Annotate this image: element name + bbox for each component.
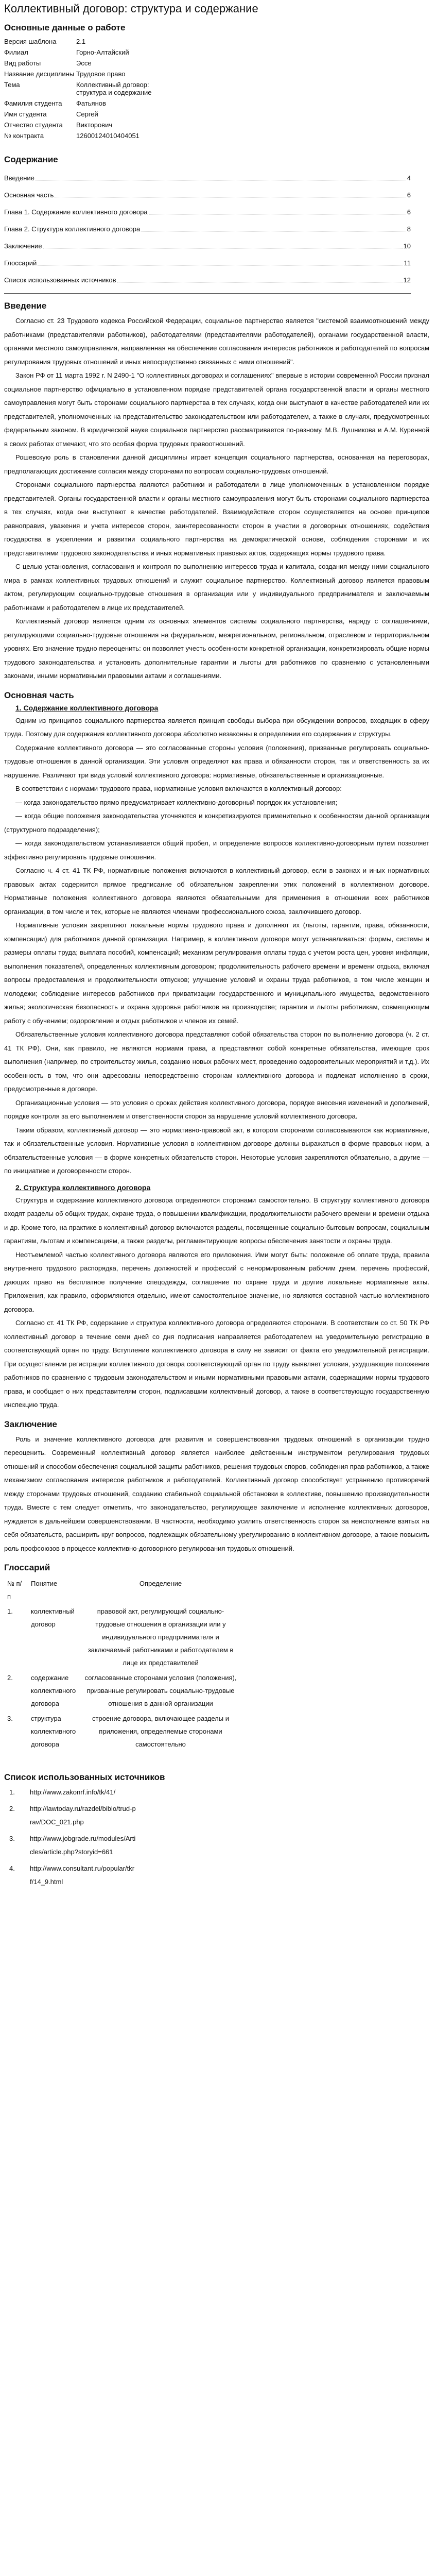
- source-link[interactable]: http://lawtoday.ru/razdel/biblo/trud-prav/DOC_021.php: [30, 1805, 136, 1826]
- meta-value: Трудовое право: [76, 70, 126, 78]
- paragraph: Коллективный договор является одним из основных элементов системы социального партнерства, наряду с соглашениями, регулирующими социально-трудовые отношения на федеральном, межрегиональном, региональном, отраслевом и территориальном уровнях. Его значение трудно переоценить: он позволяет учесть особенности конкретной организации, конкретизировать общие нормы трудового законодательства и установить дополнительные гарантии и льготы для работников по сравнению с установленными законами, иными нормативными правовыми актами и соглашениями.: [4, 617, 429, 680]
- meta-heading: Основные данные о работе: [4, 23, 126, 32]
- source-link[interactable]: http://www.consultant.ru/popular/tkrf/14_9.html: [30, 1865, 135, 1886]
- meta-key: Отчество студента: [4, 121, 63, 129]
- toc-item-page: 10: [403, 242, 411, 250]
- document-title: Коллективный договор: структура и содержание: [4, 2, 258, 15]
- toc-item[interactable]: [4, 174, 411, 182]
- source-link[interactable]: http://www.jobgrade.ru/modules/Articles/article.php?storyid=661: [30, 1835, 136, 1856]
- meta-row: [4, 130, 169, 141]
- chapter-1-heading: 1. Содержание коллективного договора: [15, 703, 159, 712]
- source-number: 1.: [9, 1788, 15, 1796]
- source-item: [4, 1786, 432, 1799]
- paragraph: Таким образом, коллективный договор — это нормативно-правовой акт, в котором сторонами согласовываются как нормативные, так и обязательственные условия. Нормативные условия в коллективном договоре должны выражаться в форме правовых норм, а обязательственные условия — в форме конкретных обязательств сторон. Некоторые условия закрепляются обязательно, а другие — по инициативе и договоренности сторон.: [4, 1126, 429, 1175]
- paragraph: Обязательственные условия коллективного договора представляют собой обязательства сторон по выполнению договора (ч. 2 ст. 41 ТК РФ). Они, как правило, не являются нормами права, а представляют собой конкретные обязательства, имеющие срок выполнения (например, по строительству жилья, созданию новых рабочих мест, проведению оздоровительных мероприятий и т.д.). Их особенность в том, что они адресованы непосредственно сторонам коллективного договора и подлежат исполнению в сроки, предусмотренные в договоре.: [4, 1030, 429, 1093]
- glossary-col-number: № п/п: [7, 1580, 22, 1600]
- table-of-contents: [4, 174, 411, 284]
- meta-value: Эссе: [76, 59, 92, 67]
- source-link[interactable]: http://www.zakonrf.info/tk/41/: [30, 1788, 116, 1796]
- toc-item[interactable]: [4, 191, 411, 199]
- glossary-number: 3.: [7, 1715, 13, 1722]
- glossary-number: 1.: [7, 1607, 13, 1615]
- meta-value: 2.1: [76, 38, 86, 45]
- glossary-concept: структура коллективного договора: [31, 1715, 76, 1748]
- meta-key: Имя студента: [4, 110, 47, 118]
- sources-list: [4, 1786, 432, 1889]
- paragraph: Согласно ст. 41 ТК РФ, содержание и структура коллективного договора определяются сторонами. В соответствии со ст. 50 ТК РФ коллективный договор в течение семи дней со дня подписания направляется работодателем на уведомительную регистрацию в соответствующий орган по труду. Вступление коллективного договора в силу не зависит от факта его уведомительной регистрации. При осуществлении регистрации коллективного договора соответствующий орган по труду выявляет условия, ухудшающие положение работников по сравнению с трудовым законодательством и иными нормативными правовыми актами, содержащими нормы трудового права, и сообщает о них представителям сторон, подписавшим коллективный договор, а также в соответствующую государственную инспекцию труда.: [4, 1319, 429, 1409]
- conclusion-heading: Заключение: [4, 1419, 57, 1429]
- toc-item-page: 11: [404, 259, 411, 267]
- paragraph: Согласно ст. 23 Трудового кодекса Российской Федерации, социальное партнерство является "системой взаимоотношений между работниками (представителями работников), работодателями (представителями работодателей), органами государственной власти, органами местного самоуправления, направленная на обеспечение согласования интересов работников и работодателей по вопросам регулирования трудовых отношений и иных непосредственно связанных с ними отношений".: [4, 317, 429, 366]
- meta-row: [4, 58, 169, 69]
- meta-value: Фатьянов: [76, 99, 106, 107]
- source-number: 2.: [9, 1805, 15, 1812]
- glossary-heading: Глоссарий: [4, 1563, 50, 1572]
- source-number: 4.: [9, 1865, 15, 1872]
- source-item: [4, 1832, 432, 1859]
- paragraph: Нормативные условия закрепляют локальные нормы трудового права и дополняют их (льготы, гарантии, права, обязанности, компенсации) для работников данной организации. Например, в коллективном договоре могут устанавливаться: формы, системы и размеры оплаты труда; выплата пособий, компенсаций; механизм регулирования оплаты труда с учетом роста цен, уровня инфляции, выполнения показателей, определенных коллективным договором; продолжительность рабочего времени и времени отдыха, включая вопросы предоставления и продолжительности отпусков; улучшение условий и охраны труда работников, в том числе женщин и молодежи; соблюдение интересов работников при приватизации государственного и муниципального имущества, ведомственного жилья; экологическая безопасность и охрана здоровья работников на производстве; гарантии и льготы работникам, совмещающим работу с обучением; оздоровление и отдых работников и членов их семей.: [4, 921, 429, 1025]
- toc-item[interactable]: [4, 259, 411, 267]
- meta-key: Вид работы: [4, 59, 41, 67]
- glossary-col-concept: Понятие: [31, 1580, 58, 1587]
- toc-item-page: 6: [407, 191, 411, 199]
- paragraph: Роль и значение коллективного договора для развития и совершенствования трудовых отношений в организации трудно переоценить. Современный коллективный договор является наиболее действенным инструментом регулирования трудовых отношений и способом обеспечения социальной защиты работников, решения трудовых споров, соблюдения прав работников, а также механизмом согласования интересов работников и работодателей. Коллективный договор способствует устранению противоречий между сторонами трудовых отношений, созданию стабильной социальной обстановки в коллективе, повышению производительности труда. Вместе с тем следует отметить, что законодательство, регулирующее заключение и исполнение коллективных договоров, нуждается в дальнейшем совершенствовании. В частности, необходимо усилить ответственность сторон за неисполнение взятых на себя обязательств, расширить круг вопросов, подлежащих обязательному урегулированию в коллективном договоре, а также повысить роль профсоюзов в процессе коллективно-договорного регулирования трудовых отношений.: [4, 1435, 429, 1552]
- source-number: 3.: [9, 1835, 15, 1842]
- paragraph: Структура и содержание коллективного договора определяются сторонами самостоятельно. В структуру коллективного договора входят разделы об общих трудах, охране труда, о повышении квалификации, продолжительности рабочего времени и времени отдыха и др. Кроме того, на практике в коллективный договор включаются разделы, посвященные социально-бытовым вопросам, социальным гарантиям, льготам и компенсациям, а также разделы, регламентирующие вопросы обеспечения занятости и охраны труда.: [4, 1196, 429, 1245]
- glossary-row: [4, 1670, 241, 1711]
- glossary-definition: правовой акт, регулирующий социально-трудовые отношения в организации или у индивидуального предпринимателя и заключаемый работниками и работодателем в лице их представителей: [88, 1607, 234, 1667]
- toc-item-title: Заключение: [4, 242, 42, 250]
- paragraph: Рошевскую роль в становлении данной дисциплины играет концепция социального партнерства, основанная на переговорах, предполагающих достижение согласия между сторонами по вопросам социально-трудовых отношений.: [4, 453, 429, 475]
- meta-key: Версия шаблона: [4, 38, 57, 45]
- meta-value: 12600124010404051: [76, 132, 139, 140]
- glossary-col-definition: Определение: [139, 1580, 182, 1587]
- meta-value: Сергей: [76, 110, 98, 118]
- meta-row: [4, 47, 169, 58]
- toc-item-title: Список использованных источников: [4, 276, 116, 284]
- paragraph: — когда законодательство прямо предусматривает коллективно-договорный порядок их установления;: [15, 798, 338, 806]
- paragraph: Неотъемлемой частью коллективного договора являются его приложения. Ими могут быть: положение об оплате труда, правила внутреннего трудового распорядка, перечень должностей и профессий с ненормированным рабочим днем, перечень профессий, дающих право на бесплатное получение спецодежды, соглашение по охране труда и другие локальные нормативные акты. Приложения, как правило, оформляются отдельно, имеют самостоятельное значение, но являются составной частью коллективного договора.: [4, 1250, 429, 1313]
- meta-row: [4, 36, 169, 47]
- toc-item-title: Основная часть: [4, 191, 54, 199]
- toc-item[interactable]: [4, 208, 411, 216]
- paragraph: В соответствии с нормами трудового права, нормативные условия включаются в коллективный договор:: [15, 785, 342, 792]
- paragraph: Содержание коллективного договора — это согласованные стороны условия (положения), призванные регулировать социально-трудовые отношения в данной организации. Эти условия определяют как права и обязанности сторон, так и ответственность за их нарушение. Различают три вида условий коллективного договора: нормативные, обязательственные и организационные.: [4, 743, 429, 779]
- paragraph: С целью установления, согласования и контроля по выполнению интересов труда и капитала, создания между ними социального мира в рамках коллективных трудовых отношений и служит социальное партнерство. Коллективный договор является правовым актом, регулирующим социально-трудовые отношения в организации или у индивидуального предпринимателя и заключаемым работниками и работодателем в лице их представителей.: [4, 563, 429, 612]
- meta-row: [4, 98, 169, 109]
- meta-key: Название дисциплины: [4, 70, 75, 78]
- intro-heading: Введение: [4, 301, 47, 311]
- glossary-number: 2.: [7, 1674, 13, 1682]
- source-item: [4, 1862, 432, 1889]
- chapter-2-heading: 2. Структура коллективного договора: [15, 1183, 151, 1192]
- toc-item-page: 12: [403, 276, 411, 284]
- meta-table: [4, 36, 169, 141]
- toc-item-title: Глоссарий: [4, 259, 37, 267]
- chapter-1-section: [4, 714, 432, 1178]
- glossary-concept: содержание коллективного договора: [31, 1674, 76, 1707]
- toc-item[interactable]: [4, 276, 411, 284]
- glossary-definition: строение договора, включающее разделы и приложения, определяемые сторонами самостоятельно: [92, 1715, 229, 1748]
- toc-item-page: 4: [407, 174, 411, 182]
- source-item: [4, 1802, 432, 1829]
- conclusion-section: [4, 1433, 432, 1556]
- meta-value: Викторович: [76, 121, 113, 129]
- toc-heading: Содержание: [4, 155, 58, 164]
- toc-item-title: Введение: [4, 174, 34, 182]
- paragraph: Закон РФ от 11 марта 1992 г. N 2490-1 "О коллективных договорах и соглашениях" впервые в истории современной России признал социальное партнерство официально в установленном порядке представителей органа государственной власти и органы местного самоуправления могут быть сторонами социального партнерства в тех случаях, когда они выступают в качестве работодателей или их представителей, уполномоченных на представительство законодательством или работодателем, а также в случаях, предусмотренных федеральным законом. В юридической науке социальное партнерство рассматривается по-разному. М.В. Лушникова и А.М. Куренной в своих работах отмечают, что это особая форма трудовых правоотношений.: [4, 371, 429, 448]
- meta-row: [4, 79, 169, 98]
- meta-row: [4, 109, 169, 120]
- paragraph: — когда общие положения законодательства уточняются и конкретизируются применительно к особенностям данной организации (структурного подразделения);: [4, 812, 429, 834]
- toc-item-page: 8: [407, 225, 411, 233]
- toc-item-page: 6: [407, 208, 411, 216]
- meta-value: Горно-Алтайский: [76, 48, 129, 56]
- glossary-definition: согласованные сторонами условия (положения), призванные регулировать социально-трудовые отношения в данной организации: [84, 1674, 237, 1707]
- toc-item[interactable]: [4, 225, 411, 233]
- chapter-2-section: [4, 1194, 432, 1412]
- meta-value: Коллективный договор: структура и содержание: [76, 81, 152, 96]
- toc-item-title: Глава 2. Структура коллективного договора: [4, 225, 141, 233]
- paragraph: Согласно ч. 4 ст. 41 ТК РФ, нормативные положения включаются в коллективный договор, если в законах и иных нормативных правовых актах содержится прямое предписание об обязательном закреплении этих положений в коллективном договоре. Нормативные положения коллективного договора являются обязательными для применения в отношении всех работников организации, в том числе и тех, которые не являются членами профессионального союза, заключившего договор.: [4, 867, 429, 916]
- toc-item-title: Глава 1. Содержание коллективного договора: [4, 208, 148, 216]
- glossary-table: [4, 1576, 241, 1752]
- toc-item[interactable]: [4, 242, 411, 250]
- meta-row: [4, 69, 169, 79]
- meta-key: Тема: [4, 81, 20, 89]
- meta-row: [4, 120, 169, 130]
- meta-key: Филиал: [4, 48, 28, 56]
- paragraph: Одним из принципов социального партнерства является принцип свободы выбора при обсуждении вопросов, входящих в сферу труда. Поэтому для содержания коллективного договора абсолютно незаконны в определении его содержания и структуры.: [4, 716, 429, 738]
- intro-section: [4, 314, 432, 683]
- main-heading: Основная часть: [4, 690, 74, 700]
- paragraph: — когда законодательством устанавливается общий пробел, и определение вопросов коллективно-договорным путем позволяет эффективно регулировать трудовые отношения.: [4, 839, 429, 861]
- paragraph: Сторонами социального партнерства являются работники и работодатели в лице уполномоченных в установленном порядке представителей. Органы государственной власти и органы местного самоуправления могут быть сторонами социального партнерства в тех случаях, когда они выступают в качестве работодателей. Взаимодействие сторон осуществляется на основе принципов равноправия, уважения и учета интересов сторон, заинтересованности сторон в участии в договорных отношениях, содействия государства в укреплении и развитии социального партнерства на демократической основе, соблюдения сторонами и их представителями трудового законодательства и иных нормативных правовых актов, содержащих нормы трудового права.: [4, 481, 429, 557]
- glossary-concept: коллективный договор: [31, 1607, 75, 1628]
- glossary-row: [4, 1604, 241, 1670]
- glossary-row: [4, 1711, 241, 1752]
- meta-key: № контракта: [4, 132, 44, 140]
- sources-heading: Список использованных источников: [4, 1772, 165, 1782]
- paragraph: Организационные условия — это условия о сроках действия коллективного договора, порядке внесения изменений и дополнений, порядке контроля за его выполнением и ответственности сторон за нарушение условий коллективного договора.: [4, 1098, 429, 1120]
- divider: [4, 293, 411, 294]
- meta-key: Фамилия студента: [4, 99, 62, 107]
